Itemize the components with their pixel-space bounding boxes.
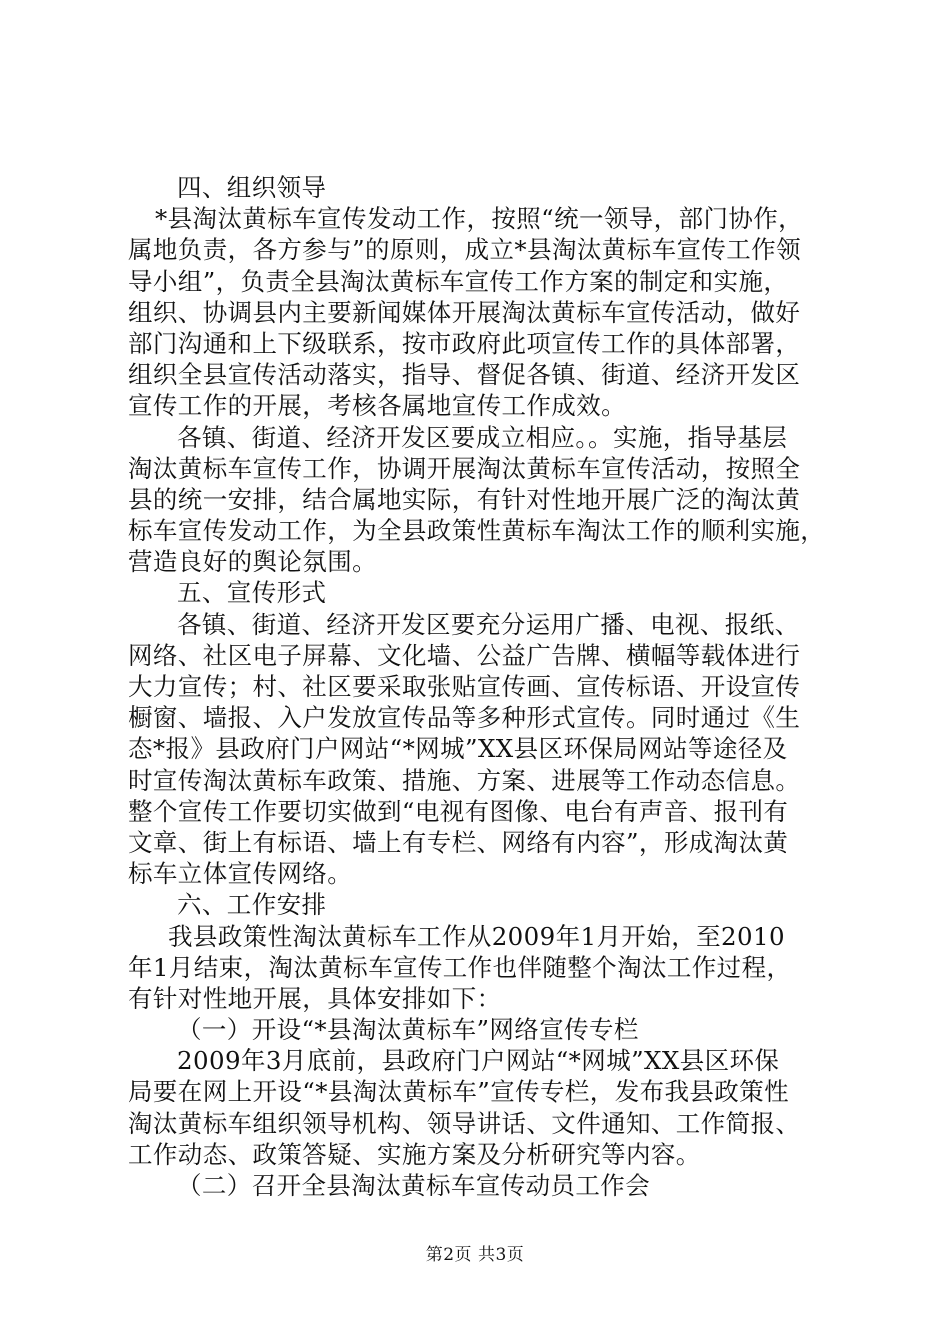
paragraph-line: 宣传工作的开展，考核各属地宣传工作成效。 (128, 391, 626, 421)
section-heading-work-arrangement: 六、工作安排 (177, 890, 327, 920)
paragraph-line: 网络、社区电子屏幕、文化墙、公益广告牌、横幅等载体进行 (128, 640, 801, 670)
paragraph-line: 工作动态、政策答疑、实施方案及分析研究等内容。 (128, 1139, 701, 1169)
paragraph-line: 橱窗、墙报、入户发放宣传品等多种形式宣传。同时通过《生 (128, 703, 801, 733)
paragraph-line: 有针对性地开展，具体安排如下： (128, 983, 502, 1013)
paragraph-line: 淘汰黄标车宣传工作，协调开展淘汰黄标车宣传活动，按照全 (128, 453, 801, 483)
paragraph-line: 文章、街上有标语、墙上有专栏、网络有内容”，形成淘汰黄 (128, 827, 789, 857)
paragraph-line: 态*报》县政府门户网站“*网城”XX县区环保局网站等途径及 (128, 734, 788, 764)
paragraph-line: 标车宣传发动工作，为全县政策性黄标车淘汰工作的顺利实施， (128, 516, 826, 546)
paragraph-line: 营造良好的舆论氛围。 (128, 547, 377, 577)
subsection-heading-online-column: （一）开设“*县淘汰黄标车”网络宣传专栏 (177, 1015, 639, 1045)
paragraph-line: 整个宣传工作要切实做到“电视有图像、电台有声音、报刊有 (128, 796, 789, 826)
section-heading-organization: 四、组织领导 (177, 173, 327, 202)
paragraph-line: 部门沟通和上下级联系，按市政府此项宣传工作的具体部署， (128, 328, 801, 358)
paragraph-line: 导小组”，负责全县淘汰黄标车宣传工作方案的制定和实施， (128, 266, 789, 296)
paragraph-line: 组织全县宣传活动落实，指导、督促各镇、街道、经济开发区 (128, 360, 801, 390)
paragraph-line: 我县政策性淘汰黄标车工作从2009年1月开始，至2010 (168, 921, 785, 951)
paragraph-line: 年1月结束，淘汰黄标车宣传工作也伴随整个淘汰工作过程， (128, 952, 792, 982)
section-heading-publicity-forms: 五、宣传形式 (177, 578, 327, 608)
paragraph-line: 大力宣传；村、社区要采取张贴宣传画、宣传标语、开设宣传 (128, 672, 801, 701)
document-body (128, 172, 828, 1201)
paragraph-line: 组织、协调县内主要新闻媒体开展淘汰黄标车宣传活动，做好 (128, 297, 801, 327)
subsection-heading-mobilization-meeting: （二）召开全县淘汰黄标车宣传动员工作会 (177, 1171, 651, 1200)
paragraph-line: 各镇、街道、经济开发区要充分运用广播、电视、报纸、 (177, 609, 800, 639)
paragraph-line: 2009年3月底前，县政府门户网站“*网城”XX县区环保 (177, 1046, 780, 1076)
paragraph-line: 各镇、街道、经济开发区要成立相应。。实施，指导基层 (177, 422, 788, 452)
paragraph-line: 淘汰黄标车组织领导机构、领导讲话、文件通知、工作简报、 (128, 1108, 801, 1138)
paragraph-line: *县淘汰黄标车宣传发动工作，按照“统一领导，部门协作， (155, 204, 804, 234)
paragraph-line: 时宣传淘汰黄标车政策、措施、方案、进展等工作动态信息。 (128, 765, 801, 795)
page-footer: 第2页 共3页 (425, 1245, 525, 1265)
paragraph-line: 属地负责，各方参与”的原则，成立*县淘汰黄标车宣传工作领 (128, 235, 801, 265)
paragraph-line: 局要在网上开设“*县淘汰黄标车”宣传专栏，发布我县政策性 (128, 1077, 789, 1107)
paragraph-line: 标车立体宣传网络。 (128, 859, 353, 889)
paragraph-line: 县的统一安排，结合属地实际，有针对性地开展广泛的淘汰黄 (128, 484, 801, 514)
